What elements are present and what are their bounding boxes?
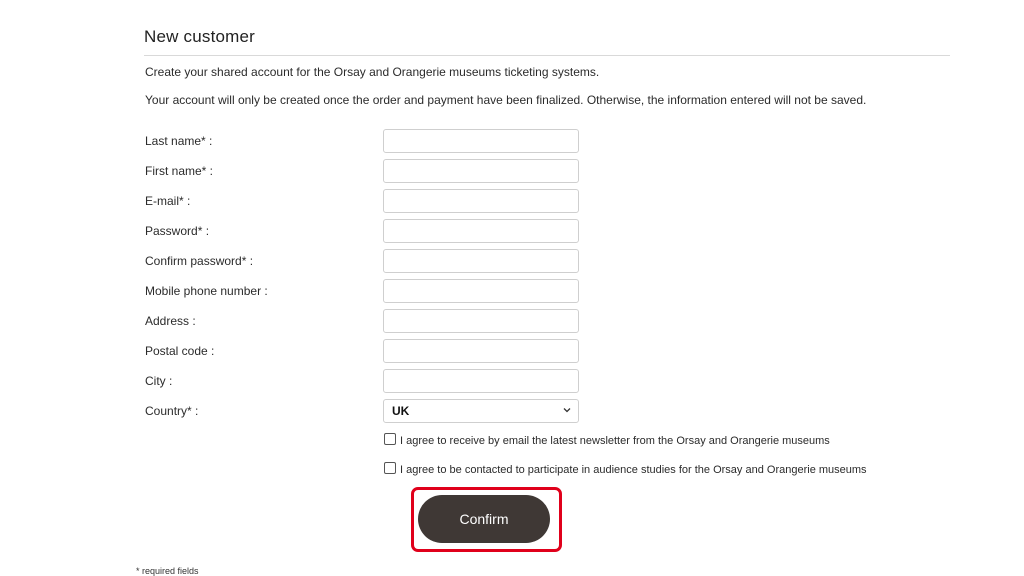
country-selected-value: UK: [392, 404, 410, 418]
last-name-label: Last name* :: [145, 134, 213, 148]
first-name-input[interactable]: [383, 159, 579, 183]
city-label: City :: [145, 374, 173, 388]
postal-code-label: Postal code :: [145, 344, 215, 358]
title-divider: [144, 55, 950, 56]
city-row: [145, 369, 585, 393]
newsletter-checkbox[interactable]: [384, 433, 396, 445]
password-row: [145, 219, 585, 243]
first-name-label: First name* :: [145, 164, 214, 178]
country-row: [145, 399, 585, 423]
confirm-password-input[interactable]: [383, 249, 579, 273]
required-fields-note: * required fields: [136, 566, 199, 576]
password-label: Password* :: [145, 224, 210, 238]
mobile-phone-row: [145, 279, 585, 303]
last-name-row: [145, 129, 585, 153]
mobile-phone-input[interactable]: [383, 279, 579, 303]
email-row: [145, 189, 585, 213]
postal-code-input[interactable]: [383, 339, 579, 363]
country-select[interactable]: [383, 399, 579, 423]
email-label: E-mail* :: [145, 194, 191, 208]
newsletter-consent-row: [384, 433, 830, 447]
confirm-password-label: Confirm password* :: [145, 254, 254, 268]
email-input[interactable]: [383, 189, 579, 213]
country-label: Country* :: [145, 404, 199, 418]
address-label: Address :: [145, 314, 196, 328]
first-name-row: [145, 159, 585, 183]
intro-text-shared-account: Create your shared account for the Orsay and Orangerie museums ticketing systems.: [145, 65, 600, 79]
last-name-input[interactable]: [383, 129, 579, 153]
confirm-button[interactable]: Confirm: [418, 495, 550, 543]
audience-studies-consent-row: [384, 462, 867, 476]
address-row: [145, 309, 585, 333]
audience-studies-checkbox[interactable]: [384, 462, 396, 474]
mobile-phone-label: Mobile phone number :: [145, 284, 268, 298]
confirm-password-row: [145, 249, 585, 273]
chevron-down-icon: [561, 404, 573, 416]
newsletter-consent-label: I agree to receive by email the latest newsletter from the Orsay and Orangerie museums: [400, 435, 830, 447]
intro-text-account-creation: Your account will only be created once the order and payment have been finalized. Otherwise, the information entered will not be saved.: [145, 93, 867, 107]
audience-studies-consent-label: I agree to be contacted to participate in audience studies for the Orsay and Orangerie museums: [400, 464, 867, 476]
address-input[interactable]: [383, 309, 579, 333]
postal-code-row: [145, 339, 585, 363]
section-title: New customer: [144, 27, 256, 46]
password-input[interactable]: [383, 219, 579, 243]
city-input[interactable]: [383, 369, 579, 393]
